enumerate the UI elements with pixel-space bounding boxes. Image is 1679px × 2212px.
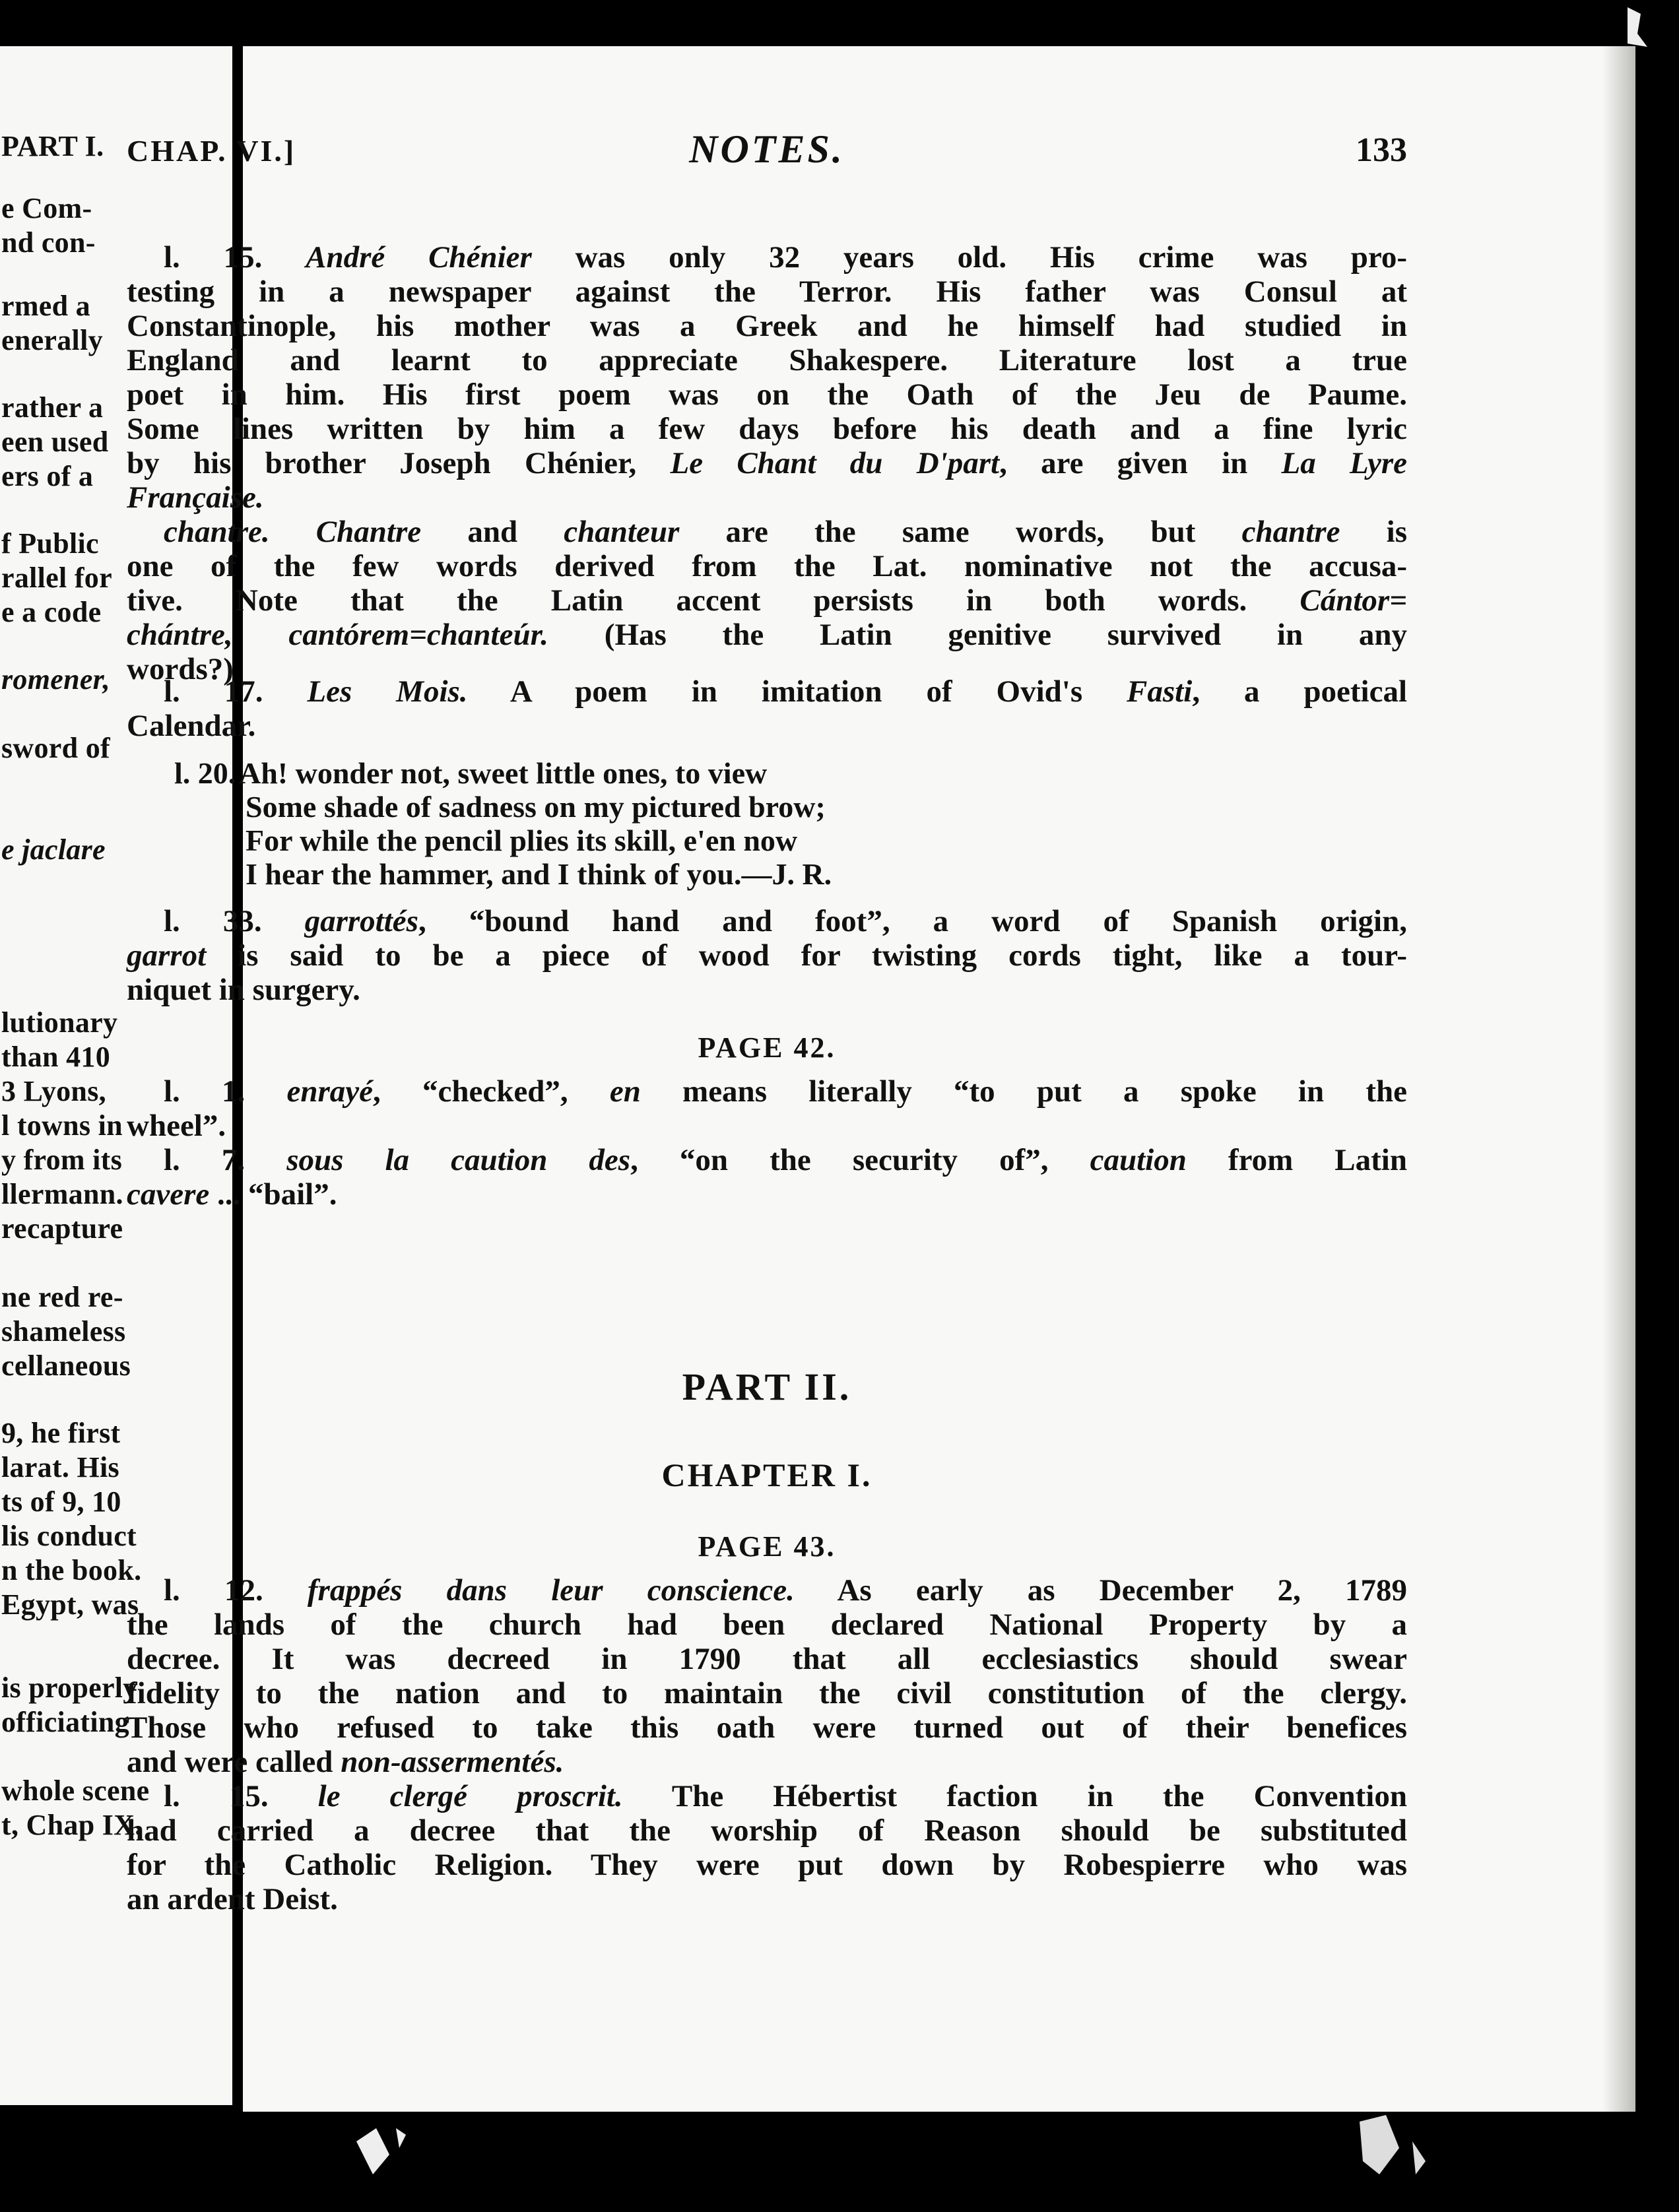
page-heading: PAGE 43. bbox=[698, 1530, 836, 1563]
left-page-line: e a code bbox=[1, 596, 102, 628]
note-line: Some lines written by him a few days before his death and a fine lyric bbox=[127, 412, 1407, 446]
italic-title: Le Chant du D'part bbox=[670, 446, 1000, 480]
note-line: chántre, cantórem=chanteúr. (Has the Latin genitive survived in any bbox=[127, 618, 1407, 652]
note-line: Those who refused to take this oath were turned out of their benefices bbox=[127, 1710, 1407, 1745]
line-reference: l. 12. bbox=[164, 1573, 263, 1608]
italic-term: chantre. bbox=[164, 515, 270, 549]
note-line: Constantinople, his mother was a Greek and he himself had studied in bbox=[127, 309, 1407, 343]
left-page-line: l towns in bbox=[1, 1109, 123, 1142]
left-page-line: larat. His bbox=[1, 1451, 119, 1483]
left-page-line: t, Chap IX. bbox=[1, 1809, 143, 1841]
note-line: l. 1. enrayé, “checked”, en means literally “to put a spoke in the bbox=[164, 1074, 1407, 1109]
italic-term: chántre, cantórem=chanteúr. bbox=[127, 618, 549, 652]
italic-title: La Lyre bbox=[1281, 446, 1408, 480]
note-line: l. 15. le clergé proscrit. The Hébertist faction in the Convention bbox=[164, 1779, 1408, 1813]
left-page-line: e jaclare bbox=[1, 833, 106, 866]
note-chenier bbox=[127, 240, 1407, 515]
note-line: tive. Note that the Latin accent persists in both words. Cántor= bbox=[127, 583, 1407, 618]
note-line: l. 7. sous la caution des, “on the security of”, caution from Latin bbox=[164, 1143, 1408, 1177]
left-page-line: sword of bbox=[1, 732, 110, 764]
italic-title: Française. bbox=[127, 480, 264, 515]
left-page-line: officiating bbox=[1, 1706, 129, 1738]
note-line: England and learnt to appreciate Shakespere. Literature lost a true bbox=[127, 343, 1407, 377]
note-enraye bbox=[127, 1074, 1407, 1143]
left-page-line: whole scene bbox=[1, 1774, 150, 1807]
note-chantre bbox=[127, 515, 1407, 686]
italic-term: Chantre bbox=[315, 515, 422, 549]
line-reference: l. 17. bbox=[164, 674, 263, 709]
italic-term: cavere bbox=[127, 1177, 210, 1212]
note-line: an ardent Deist. bbox=[127, 1882, 338, 1916]
note-line: chantre. Chantre and chanteur are the same words, but chantre is bbox=[164, 515, 1407, 549]
note-line: l. 12. frappés dans leur conscience. As early as December 2, 1789 bbox=[164, 1573, 1407, 1608]
note-clerge bbox=[127, 1779, 1407, 1916]
note-line: had carried a decree that the worship of Reason should be substituted bbox=[127, 1813, 1407, 1848]
note-line: poet in him. His first poem was on the Oath of the Jeu de Paume. bbox=[127, 377, 1407, 412]
note-line: words?) bbox=[127, 652, 234, 686]
page-edge-shadow bbox=[1602, 46, 1635, 2112]
note-line: l. 33. garrottés, “bound hand and foot”, a word of Spanish origin, bbox=[164, 904, 1408, 938]
note-line bbox=[127, 480, 1407, 515]
italic-term: chantre bbox=[1241, 515, 1340, 549]
italic-term: Cántor= bbox=[1300, 583, 1407, 618]
italic-title: Fasti bbox=[1127, 674, 1193, 709]
left-page-line: y from its bbox=[1, 1144, 123, 1176]
verse-block bbox=[174, 756, 1168, 891]
running-header bbox=[127, 127, 1407, 173]
note-line: wheel”. bbox=[127, 1109, 226, 1143]
italic-term: caution bbox=[1090, 1143, 1187, 1177]
verse-line: Some shade of sadness on my pictured brow; bbox=[246, 790, 826, 824]
italic-term: enrayé bbox=[286, 1074, 374, 1109]
page-number: 133 bbox=[1356, 131, 1407, 169]
part-heading: PART II. bbox=[682, 1365, 852, 1408]
chapter-reference: CHAP. VI.] bbox=[127, 134, 296, 168]
note-line: garrot is said to be a piece of wood for twisting cords tight, like a tour- bbox=[127, 938, 1407, 973]
italic-term: André Chénier bbox=[306, 240, 532, 275]
italic-term: non-assermentés. bbox=[341, 1745, 564, 1779]
left-page-line: f Public bbox=[1, 527, 99, 560]
note-frappes bbox=[127, 1573, 1407, 1779]
note-line: and were called non-assermentés. bbox=[127, 1745, 564, 1779]
italic-term: en bbox=[609, 1074, 641, 1109]
left-page-line: romener, bbox=[1, 663, 110, 696]
left-page-line: ers of a bbox=[1, 460, 94, 492]
line-reference: l. 20. bbox=[174, 756, 236, 790]
left-page-line: lutionary bbox=[1, 1006, 118, 1039]
note-line: l. 17. Les Mois. A poem in imitation of Ovid's Fasti, a poetical bbox=[164, 674, 1408, 709]
left-page-line: enerally bbox=[1, 324, 103, 356]
line-reference: l. 1. bbox=[164, 1074, 246, 1109]
line-reference: l. 15. bbox=[164, 1779, 269, 1813]
left-page-line: recapture bbox=[1, 1212, 123, 1245]
scan-artifacts bbox=[343, 2102, 1465, 2207]
left-page-line: PART I. bbox=[1, 130, 104, 162]
note-caution bbox=[127, 1143, 1407, 1212]
left-page-line: n the book. bbox=[1, 1554, 142, 1586]
verse-line: I hear the hammer, and I think of you.—J. R. bbox=[246, 857, 832, 891]
scan-artifacts bbox=[1608, 4, 1667, 50]
note-line: the lands of the church had been declared National Property by a bbox=[127, 1608, 1407, 1642]
page-heading: PAGE 42. bbox=[698, 1031, 836, 1064]
line-reference: l. 33. bbox=[164, 904, 262, 938]
italic-term: frappés dans leur conscience. bbox=[307, 1573, 795, 1608]
note-text: , are given in bbox=[999, 446, 1282, 480]
note-line: for the Catholic Religion. They were put down by Robespierre who was bbox=[127, 1848, 1407, 1882]
left-page-line: ne red re- bbox=[1, 1281, 123, 1313]
note-line: one of the few words derived from the Lat. nominative not the accusa- bbox=[127, 549, 1407, 583]
chapter-heading: CHAPTER I. bbox=[661, 1456, 872, 1493]
left-page-line: een used bbox=[1, 426, 109, 458]
italic-term: garrot bbox=[127, 938, 207, 973]
line-reference: l. 7. bbox=[164, 1143, 246, 1177]
note-garrottes bbox=[127, 904, 1407, 1007]
note-line: cavere ... “bail”. bbox=[127, 1177, 337, 1212]
note-text: was only 32 years old. His crime was pro- bbox=[531, 240, 1408, 275]
italic-term: sous la caution des bbox=[286, 1143, 631, 1177]
italic-title: Les Mois. bbox=[307, 674, 468, 709]
left-page-line: Egypt, was bbox=[1, 1588, 139, 1621]
italic-term: garrottés bbox=[304, 904, 418, 938]
line-reference: l. 15. bbox=[164, 240, 263, 275]
note-line: decree. It was decreed in 1790 that all ecclesiastics should swear bbox=[127, 1642, 1407, 1676]
left-page-line: 9, he first bbox=[1, 1417, 121, 1449]
left-page-line: shameless bbox=[1, 1315, 126, 1348]
note-line: fidelity to the nation and to maintain the civil constitution of the clergy. bbox=[127, 1676, 1407, 1710]
left-page-line: llermann. bbox=[1, 1178, 123, 1210]
italic-term: le clergé proscrit. bbox=[317, 1779, 623, 1813]
left-page-line: 3 Lyons, bbox=[1, 1075, 106, 1107]
verse-line: For while the pencil plies its skill, e'en now bbox=[246, 824, 798, 857]
left-page-line: than 410 bbox=[1, 1041, 110, 1073]
left-page-line: lis conduct bbox=[1, 1520, 137, 1552]
italic-term: chanteur bbox=[564, 515, 680, 549]
verse-line: Ah! wonder not, sweet little ones, to view bbox=[239, 756, 768, 790]
left-page-line: rmed a bbox=[1, 290, 90, 322]
left-page-line: rallel for bbox=[1, 562, 112, 594]
note-line bbox=[127, 446, 1407, 480]
left-page-line: is properly bbox=[1, 1672, 138, 1704]
note-text: by his brother Joseph Chénier, bbox=[127, 446, 671, 480]
left-page-line: ts of 9, 10 bbox=[1, 1485, 121, 1518]
note-line bbox=[127, 240, 1407, 275]
left-page-line: nd con- bbox=[1, 226, 96, 259]
note-line: Calendar. bbox=[127, 709, 256, 743]
left-page-line: cellaneous bbox=[1, 1350, 131, 1382]
header-title: NOTES. bbox=[689, 127, 845, 171]
note-line: testing in a newspaper against the Terror. His father was Consul at bbox=[127, 275, 1407, 309]
note-line: niquet in surgery. bbox=[127, 973, 360, 1007]
left-page-line: e Com- bbox=[1, 192, 92, 224]
note-les-mois bbox=[127, 674, 1407, 743]
left-page-line: rather a bbox=[1, 391, 104, 424]
